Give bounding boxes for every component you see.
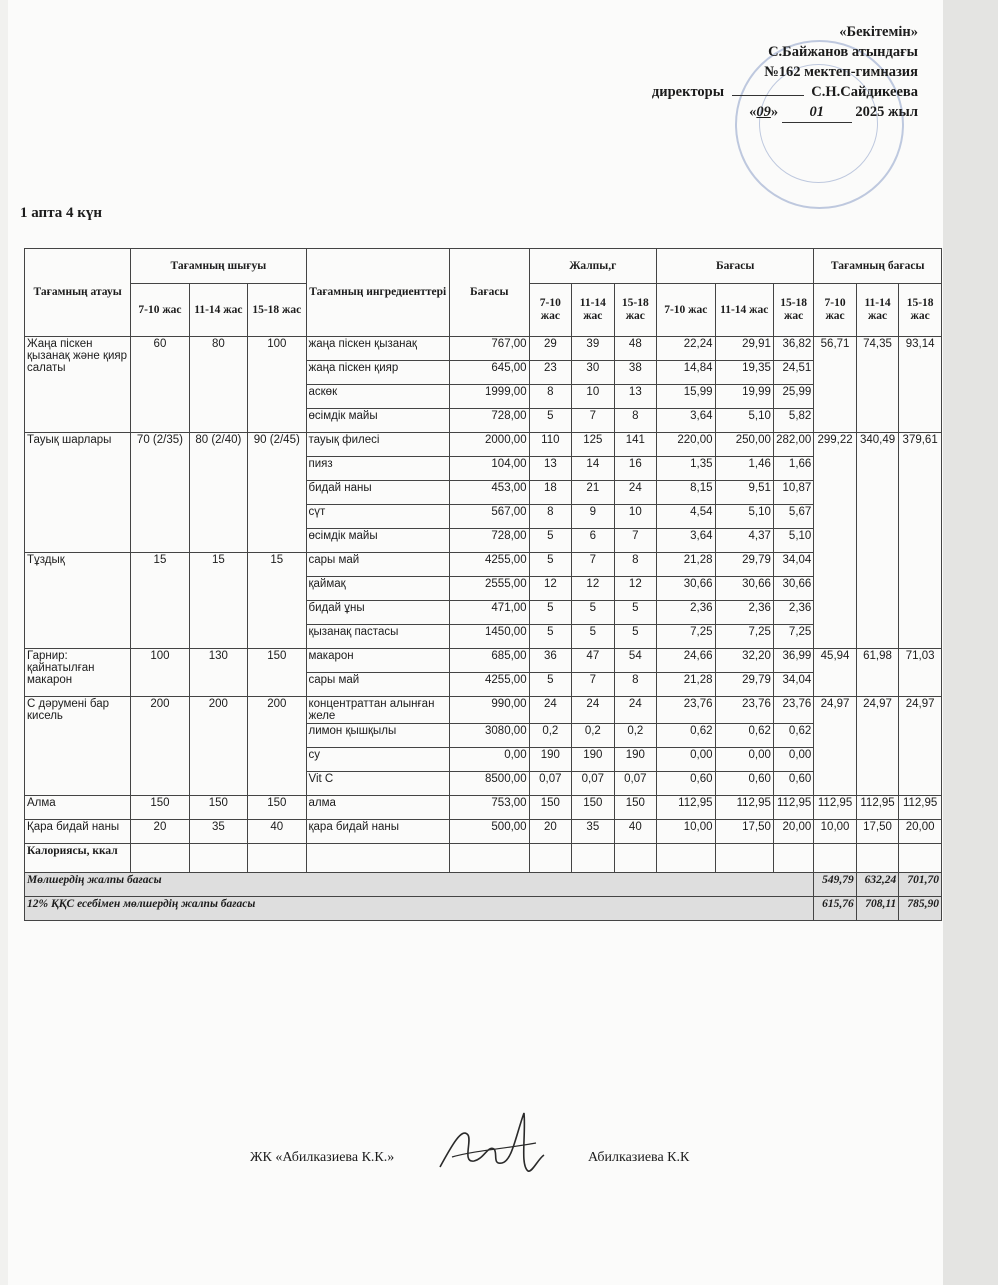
vat-total-value: 615,76 bbox=[814, 897, 856, 921]
ingredient-cost: 10,87 bbox=[773, 481, 813, 505]
ingredient-grams: 24 bbox=[614, 481, 657, 505]
dish-cost: 93,14 bbox=[899, 337, 942, 433]
ingredient-cost: 29,79 bbox=[715, 553, 773, 577]
table-cell bbox=[529, 844, 571, 873]
ingredient-grams: 20 bbox=[529, 820, 571, 844]
total-value: 632,24 bbox=[856, 873, 898, 897]
approval-school-number: №162 мектеп-гимназия bbox=[764, 64, 918, 80]
dish-cost: 24,97 bbox=[899, 697, 942, 796]
ingredient-cost: 24,66 bbox=[657, 649, 715, 673]
ingredient-grams: 12 bbox=[529, 577, 571, 601]
ingredient-grams: 7 bbox=[572, 409, 614, 433]
ingredient-cost: 250,00 bbox=[715, 433, 773, 457]
table-footer bbox=[25, 844, 942, 921]
dish-output: 200 bbox=[189, 697, 247, 796]
ingredient-grams: 5 bbox=[572, 601, 614, 625]
ingredient-name: қаймақ bbox=[306, 577, 449, 601]
dish-cost: 56,71 bbox=[814, 337, 856, 433]
dish-output: 80 (2/40) bbox=[189, 433, 247, 553]
ingredient-grams: 0,2 bbox=[614, 724, 657, 748]
ingredient-price: 4255,00 bbox=[449, 673, 529, 697]
director-signature-line bbox=[732, 95, 804, 96]
table-cell bbox=[773, 844, 813, 873]
dish-name: Қара бидай наны bbox=[25, 820, 131, 844]
date-month: 01 bbox=[782, 102, 852, 123]
ingredient-cost: 5,10 bbox=[773, 529, 813, 553]
ingredient-name: макарон bbox=[306, 649, 449, 673]
ingredient-grams: 39 bbox=[572, 337, 614, 361]
dish-output: 15 bbox=[189, 553, 247, 649]
ingredient-name: бидай ұны bbox=[306, 601, 449, 625]
total-value: 701,70 bbox=[899, 873, 942, 897]
ingredient-cost: 30,66 bbox=[773, 577, 813, 601]
ingredient-grams: 190 bbox=[614, 748, 657, 772]
ingredient-cost: 34,04 bbox=[773, 673, 813, 697]
ingredient-price: 2555,00 bbox=[449, 577, 529, 601]
page-heading: 1 апта 4 күн bbox=[20, 205, 103, 221]
ingredient-grams: 8 bbox=[529, 505, 571, 529]
approval-director-line bbox=[652, 82, 918, 102]
ingredient-cost: 0,60 bbox=[773, 772, 813, 796]
ingredient-grams: 24 bbox=[572, 697, 614, 724]
ingredient-grams: 24 bbox=[614, 697, 657, 724]
ingredient-cost: 4,54 bbox=[657, 505, 715, 529]
dish-output: 150 bbox=[131, 796, 189, 820]
ingredient-grams: 6 bbox=[572, 529, 614, 553]
ingredient-grams: 13 bbox=[614, 385, 657, 409]
ingredient-cost: 0,62 bbox=[657, 724, 715, 748]
ingredient-price: 685,00 bbox=[449, 649, 529, 673]
dish-cost: 17,50 bbox=[856, 820, 898, 844]
ingredient-grams: 5 bbox=[529, 625, 571, 649]
ingredient-grams: 24 bbox=[529, 697, 571, 724]
dish-output: 100 bbox=[131, 649, 189, 697]
ingredient-cost: 14,84 bbox=[657, 361, 715, 385]
ingredient-name: аскөк bbox=[306, 385, 449, 409]
dish-output: 90 (2/45) bbox=[248, 433, 306, 553]
vat-total-label: 12% ҚҚС есебімен мөлшердің жалпы бағасы bbox=[25, 897, 814, 921]
ingredient-price: 767,00 bbox=[449, 337, 529, 361]
ingredient-price: 1450,00 bbox=[449, 625, 529, 649]
ingredient-grams: 10 bbox=[572, 385, 614, 409]
ingredient-grams: 7 bbox=[572, 673, 614, 697]
ingredient-grams: 47 bbox=[572, 649, 614, 673]
ingredient-cost: 112,95 bbox=[657, 796, 715, 820]
date-close-quote: » bbox=[770, 104, 779, 120]
dish-output: 15 bbox=[248, 553, 306, 649]
director-label: директоры bbox=[651, 84, 725, 100]
ingredient-cost: 15,99 bbox=[657, 385, 715, 409]
ingredient-cost: 30,66 bbox=[715, 577, 773, 601]
ingredient-grams: 13 bbox=[529, 457, 571, 481]
dish-name: Жаңа піскен қызанақ және қияр салаты bbox=[25, 337, 131, 433]
ingredient-cost: 25,99 bbox=[773, 385, 813, 409]
ingredient-cost: 5,10 bbox=[715, 409, 773, 433]
ingredient-price: 3080,00 bbox=[449, 724, 529, 748]
ingredient-grams: 5 bbox=[529, 673, 571, 697]
ingredient-name: алма bbox=[306, 796, 449, 820]
ingredient-grams: 16 bbox=[614, 457, 657, 481]
ingredient-grams: 0,2 bbox=[529, 724, 571, 748]
ingredient-name: қара бидай наны bbox=[306, 820, 449, 844]
dish-output: 100 bbox=[248, 337, 306, 433]
ingredient-name: сары май bbox=[306, 553, 449, 577]
total-row bbox=[25, 873, 942, 897]
table-cell bbox=[715, 844, 773, 873]
ingredient-price: 2000,00 bbox=[449, 433, 529, 457]
ingredient-name: бидай наны bbox=[306, 481, 449, 505]
ingredient-grams: 10 bbox=[614, 505, 657, 529]
ingredient-grams: 48 bbox=[614, 337, 657, 361]
ingredient-grams: 5 bbox=[529, 601, 571, 625]
table-cell bbox=[306, 844, 449, 873]
vat-total-row bbox=[25, 897, 942, 921]
ingredient-name: жаңа піскен қызанақ bbox=[306, 337, 449, 361]
ingredient-cost: 0,00 bbox=[657, 748, 715, 772]
ingredient-cost: 5,82 bbox=[773, 409, 813, 433]
ingredient-name: тауық филесі bbox=[306, 433, 449, 457]
ingredient-cost: 34,04 bbox=[773, 553, 813, 577]
dish-cost: 24,97 bbox=[814, 697, 856, 796]
dish-name: С дәрумені бар кисель bbox=[25, 697, 131, 796]
header-age: 7-10 жас bbox=[529, 284, 571, 337]
ingredient-grams: 8 bbox=[614, 553, 657, 577]
dish-cost: 20,00 bbox=[899, 820, 942, 844]
dish-output: 15 bbox=[131, 553, 189, 649]
ingredient-grams: 150 bbox=[529, 796, 571, 820]
ingredient-cost: 112,95 bbox=[773, 796, 813, 820]
ingredient-price: 104,00 bbox=[449, 457, 529, 481]
calories-row bbox=[25, 844, 942, 873]
ingredient-grams: 190 bbox=[529, 748, 571, 772]
header-dish-cost: Тағамның бағасы bbox=[814, 249, 942, 284]
dish-cost: 340,49 bbox=[856, 433, 898, 649]
ingredient-grams: 12 bbox=[614, 577, 657, 601]
ingredient-grams: 190 bbox=[572, 748, 614, 772]
dish-name: Гарнир: қайнатылған макарон bbox=[25, 649, 131, 697]
footer-signer-name: Абилказиева К.К bbox=[588, 1150, 690, 1165]
ingredient-cost: 24,51 bbox=[773, 361, 813, 385]
dish-cost: 24,97 bbox=[856, 697, 898, 796]
ingredient-grams: 29 bbox=[529, 337, 571, 361]
ingredient-cost: 23,76 bbox=[773, 697, 813, 724]
ingredient-cost: 0,00 bbox=[715, 748, 773, 772]
ingredient-cost: 2,36 bbox=[715, 601, 773, 625]
ingredient-grams: 8 bbox=[614, 409, 657, 433]
header-age: 11-14 жас bbox=[572, 284, 614, 337]
ingredient-grams: 110 bbox=[529, 433, 571, 457]
ingredient-name: өсімдік майы bbox=[306, 529, 449, 553]
header-price: Бағасы bbox=[449, 249, 529, 337]
ingredient-price: 1999,00 bbox=[449, 385, 529, 409]
dish-name: Тұздық bbox=[25, 553, 131, 649]
ingredient-grams: 0,07 bbox=[529, 772, 571, 796]
ingredient-price: 990,00 bbox=[449, 697, 529, 724]
ingredient-cost: 0,60 bbox=[715, 772, 773, 796]
ingredient-grams: 5 bbox=[529, 553, 571, 577]
table-body bbox=[25, 337, 942, 844]
ingredient-grams: 141 bbox=[614, 433, 657, 457]
ingredient-cost: 0,62 bbox=[773, 724, 813, 748]
ingredient-cost: 3,64 bbox=[657, 409, 715, 433]
dish-cost: 71,03 bbox=[899, 649, 942, 697]
signature-image bbox=[432, 1105, 552, 1185]
ingredient-grams: 7 bbox=[572, 553, 614, 577]
ingredient-cost: 4,37 bbox=[715, 529, 773, 553]
header-cost: Бағасы bbox=[657, 249, 814, 284]
ingredient-cost: 3,64 bbox=[657, 529, 715, 553]
ingredient-grams: 8 bbox=[529, 385, 571, 409]
table-row bbox=[25, 796, 942, 820]
ingredient-cost: 21,28 bbox=[657, 673, 715, 697]
ingredient-grams: 38 bbox=[614, 361, 657, 385]
ingredient-name: қызанақ пастасы bbox=[306, 625, 449, 649]
ingredient-grams: 150 bbox=[614, 796, 657, 820]
ingredient-cost: 112,95 bbox=[715, 796, 773, 820]
dish-cost: 379,61 bbox=[899, 433, 942, 649]
table-header bbox=[25, 249, 942, 337]
dish-output: 35 bbox=[189, 820, 247, 844]
ingredient-price: 0,00 bbox=[449, 748, 529, 772]
vat-total-value: 708,11 bbox=[856, 897, 898, 921]
header-age: 11-14 жас bbox=[189, 284, 247, 337]
ingredient-cost: 21,28 bbox=[657, 553, 715, 577]
header-age: 15-18 жас bbox=[899, 284, 942, 337]
ingredient-price: 4255,00 bbox=[449, 553, 529, 577]
page-edge-shadow bbox=[943, 0, 998, 1285]
approval-block bbox=[652, 22, 918, 123]
ingredient-cost: 8,15 bbox=[657, 481, 715, 505]
ingredient-name: концентраттан алынған желе bbox=[306, 697, 449, 724]
dish-cost: 299,22 bbox=[814, 433, 856, 649]
ingredient-grams: 5 bbox=[572, 625, 614, 649]
header-age: 11-14 жас bbox=[715, 284, 773, 337]
header-age: 15-18 жас bbox=[248, 284, 306, 337]
ingredient-name: су bbox=[306, 748, 449, 772]
ingredient-name: өсімдік майы bbox=[306, 409, 449, 433]
table-cell bbox=[449, 844, 529, 873]
ingredient-price: 728,00 bbox=[449, 409, 529, 433]
ingredient-cost: 282,00 bbox=[773, 433, 813, 457]
ingredient-grams: 8 bbox=[614, 673, 657, 697]
dish-output: 70 (2/35) bbox=[131, 433, 189, 553]
table-cell bbox=[814, 844, 856, 873]
ingredient-cost: 22,24 bbox=[657, 337, 715, 361]
ingredient-grams: 5 bbox=[529, 409, 571, 433]
table-cell bbox=[614, 844, 657, 873]
table-row bbox=[25, 553, 942, 577]
footer-company: ЖК «Абилказиева К.К.» bbox=[250, 1150, 395, 1165]
header-age: 7-10 жас bbox=[131, 284, 189, 337]
table-row bbox=[25, 337, 942, 361]
dish-output: 40 bbox=[248, 820, 306, 844]
ingredient-cost: 7,25 bbox=[657, 625, 715, 649]
header-age: 7-10 жас bbox=[814, 284, 856, 337]
approval-title: «Бекітемін» bbox=[839, 24, 918, 40]
table-row bbox=[25, 820, 942, 844]
header-age: 15-18 жас bbox=[614, 284, 657, 337]
ingredient-price: 645,00 bbox=[449, 361, 529, 385]
dish-output: 80 bbox=[189, 337, 247, 433]
date-year: 2025 жыл bbox=[855, 104, 918, 120]
ingredient-cost: 36,82 bbox=[773, 337, 813, 361]
ingredient-cost: 2,36 bbox=[657, 601, 715, 625]
ingredient-cost: 7,25 bbox=[773, 625, 813, 649]
table-cell bbox=[856, 844, 898, 873]
ingredient-name: жаңа піскен қияр bbox=[306, 361, 449, 385]
ingredient-cost: 23,76 bbox=[657, 697, 715, 724]
ingredient-grams: 5 bbox=[614, 625, 657, 649]
ingredient-grams: 30 bbox=[572, 361, 614, 385]
dish-cost: 112,95 bbox=[814, 796, 856, 820]
ingredient-grams: 36 bbox=[529, 649, 571, 673]
ingredient-grams: 5 bbox=[529, 529, 571, 553]
ingredient-cost: 0,60 bbox=[657, 772, 715, 796]
dish-output: 20 bbox=[131, 820, 189, 844]
ingredient-grams: 0,07 bbox=[572, 772, 614, 796]
ingredient-cost: 19,99 bbox=[715, 385, 773, 409]
dish-cost: 45,94 bbox=[814, 649, 856, 697]
ingredient-grams: 0,2 bbox=[572, 724, 614, 748]
ingredient-cost: 1,35 bbox=[657, 457, 715, 481]
ingredient-cost: 1,66 bbox=[773, 457, 813, 481]
ingredient-cost: 29,79 bbox=[715, 673, 773, 697]
ingredient-price: 8500,00 bbox=[449, 772, 529, 796]
table-row bbox=[25, 433, 942, 457]
table-row bbox=[25, 697, 942, 724]
table-cell bbox=[131, 844, 189, 873]
ingredient-grams: 9 bbox=[572, 505, 614, 529]
total-value: 549,79 bbox=[814, 873, 856, 897]
ingredient-name: пияз bbox=[306, 457, 449, 481]
ingredient-grams: 14 bbox=[572, 457, 614, 481]
ingredient-cost: 10,00 bbox=[657, 820, 715, 844]
ingredient-cost: 9,51 bbox=[715, 481, 773, 505]
ingredient-grams: 7 bbox=[614, 529, 657, 553]
date-day: 09 bbox=[756, 104, 771, 120]
dish-name: Тауық шарлары bbox=[25, 433, 131, 553]
table-cell bbox=[657, 844, 715, 873]
dish-cost: 74,35 bbox=[856, 337, 898, 433]
ingredient-price: 567,00 bbox=[449, 505, 529, 529]
dish-output: 60 bbox=[131, 337, 189, 433]
ingredient-cost: 0,00 bbox=[773, 748, 813, 772]
ingredient-price: 500,00 bbox=[449, 820, 529, 844]
table-cell bbox=[899, 844, 942, 873]
table-row bbox=[25, 649, 942, 673]
dish-output: 150 bbox=[189, 796, 247, 820]
menu-cost-table bbox=[24, 248, 942, 921]
table-cell bbox=[572, 844, 614, 873]
dish-cost: 112,95 bbox=[899, 796, 942, 820]
header-age: 15-18 жас bbox=[773, 284, 813, 337]
ingredient-grams: 125 bbox=[572, 433, 614, 457]
dish-cost: 112,95 bbox=[856, 796, 898, 820]
ingredient-name: лимон қышқылы bbox=[306, 724, 449, 748]
ingredient-grams: 21 bbox=[572, 481, 614, 505]
header-age: 7-10 жас bbox=[657, 284, 715, 337]
ingredient-grams: 35 bbox=[572, 820, 614, 844]
header-dish-output: Тағамның шығуы bbox=[131, 249, 306, 284]
ingredient-cost: 32,20 bbox=[715, 649, 773, 673]
ingredient-cost: 20,00 bbox=[773, 820, 813, 844]
header-age: 11-14 жас bbox=[856, 284, 898, 337]
ingredient-name: Vit C bbox=[306, 772, 449, 796]
ingredient-cost: 5,67 bbox=[773, 505, 813, 529]
approval-school-name: С.Байжанов атындағы bbox=[768, 44, 918, 60]
ingredient-name: сары май bbox=[306, 673, 449, 697]
ingredient-cost: 23,76 bbox=[715, 697, 773, 724]
date-open-quote: « bbox=[749, 104, 757, 120]
ingredient-cost: 17,50 bbox=[715, 820, 773, 844]
ingredient-price: 728,00 bbox=[449, 529, 529, 553]
ingredient-price: 453,00 bbox=[449, 481, 529, 505]
vat-total-value: 785,90 bbox=[899, 897, 942, 921]
ingredient-grams: 12 bbox=[572, 577, 614, 601]
ingredient-name: сүт bbox=[306, 505, 449, 529]
dish-cost: 61,98 bbox=[856, 649, 898, 697]
ingredient-grams: 18 bbox=[529, 481, 571, 505]
dish-output: 200 bbox=[131, 697, 189, 796]
table-cell bbox=[248, 844, 306, 873]
dish-output: 200 bbox=[248, 697, 306, 796]
table-cell bbox=[189, 844, 247, 873]
ingredient-cost: 30,66 bbox=[657, 577, 715, 601]
dish-name: Алма bbox=[25, 796, 131, 820]
ingredient-cost: 29,91 bbox=[715, 337, 773, 361]
ingredient-cost: 1,46 bbox=[715, 457, 773, 481]
ingredient-grams: 54 bbox=[614, 649, 657, 673]
approval-date bbox=[652, 102, 918, 123]
ingredient-grams: 40 bbox=[614, 820, 657, 844]
header-dish-name: Тағамның атауы bbox=[25, 249, 131, 337]
ingredient-cost: 2,36 bbox=[773, 601, 813, 625]
total-label: Мөлшердің жалпы бағасы bbox=[25, 873, 814, 897]
ingredient-grams: 150 bbox=[572, 796, 614, 820]
ingredient-grams: 0,07 bbox=[614, 772, 657, 796]
calories-label: Калориясы, ккал bbox=[25, 844, 131, 873]
ingredient-cost: 220,00 bbox=[657, 433, 715, 457]
ingredient-price: 753,00 bbox=[449, 796, 529, 820]
ingredient-grams: 23 bbox=[529, 361, 571, 385]
dish-output: 150 bbox=[248, 649, 306, 697]
dish-output: 150 bbox=[248, 796, 306, 820]
director-name: С.Н.Сайдикеева bbox=[811, 84, 918, 100]
ingredient-cost: 0,62 bbox=[715, 724, 773, 748]
dish-output: 130 bbox=[189, 649, 247, 697]
ingredient-grams: 5 bbox=[614, 601, 657, 625]
ingredient-cost: 7,25 bbox=[715, 625, 773, 649]
ingredient-cost: 19,35 bbox=[715, 361, 773, 385]
ingredient-cost: 5,10 bbox=[715, 505, 773, 529]
ingredient-cost: 36,99 bbox=[773, 649, 813, 673]
ingredient-price: 471,00 bbox=[449, 601, 529, 625]
header-ingredients: Тағамның ингредиенттері bbox=[306, 249, 449, 337]
header-total-grams: Жалпы,г bbox=[529, 249, 656, 284]
dish-cost: 10,00 bbox=[814, 820, 856, 844]
